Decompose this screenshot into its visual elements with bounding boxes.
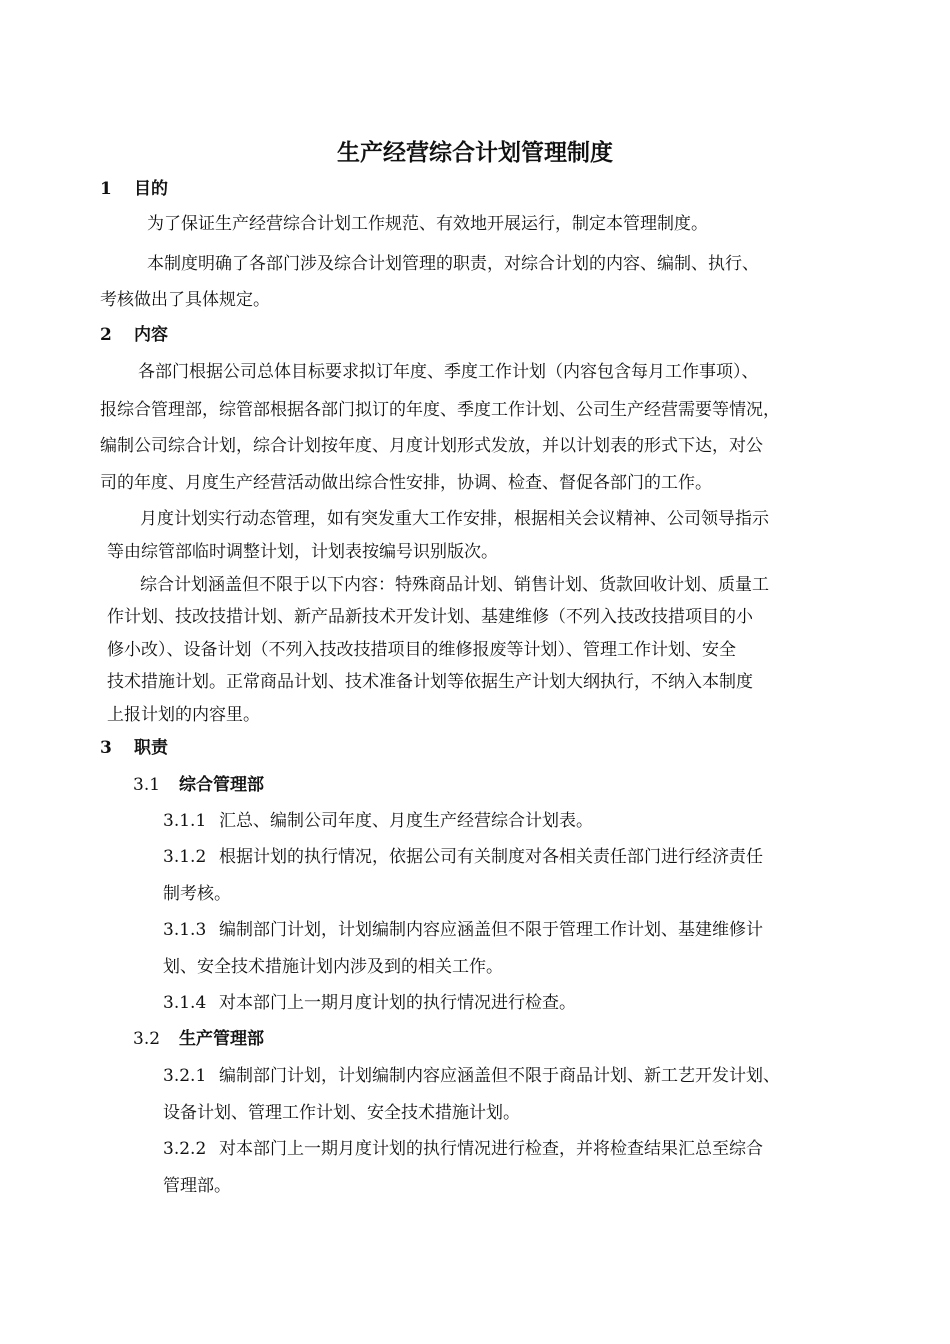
paragraph-line: 为了保证生产经营综合计划工作规范、有效地开展运行，制定本管理制度。 xyxy=(147,214,708,234)
item-text: 编制部门计划，计划编制内容应涵盖但不限于管理工作计划、基建维修计 xyxy=(219,920,763,940)
paragraph-line: 等由综管部临时调整计划，计划表按编号识别版次。 xyxy=(107,542,498,562)
subsection-title: 综合管理部 xyxy=(179,775,264,795)
item-text: 对本部门上一期月度计划的执行情况进行检查，并将检查结果汇总至综合 xyxy=(219,1139,763,1159)
paragraph-line: 上报计划的内容里。 xyxy=(107,705,260,725)
item-continuation: 管理部。 xyxy=(163,1176,231,1196)
item-continuation: 设备计划、管理工作计划、安全技术措施计划。 xyxy=(163,1103,520,1123)
item-3-1-3 xyxy=(163,918,763,942)
section-title: 目的 xyxy=(134,179,168,199)
section-title: 职责 xyxy=(134,738,168,758)
item-continuation: 制考核。 xyxy=(163,884,231,904)
item-continuation: 划、安全技术措施计划内涉及到的相关工作。 xyxy=(163,957,503,977)
item-text: 编制部门计划，计划编制内容应涵盖但不限于商品计划、新工艺开发计划、 xyxy=(219,1066,780,1086)
item-3-2-1 xyxy=(163,1064,780,1088)
item-number: 3.1.2 xyxy=(163,847,207,867)
subsection-title: 生产管理部 xyxy=(179,1029,264,1049)
subsection-number: 3.1 xyxy=(133,775,161,795)
paragraph-line: 编制公司综合计划，综合计划按年度、月度计划形式发放，并以计划表的形式下达，对公 xyxy=(100,436,763,456)
item-text: 根据计划的执行情况，依据公司有关制度对各相关责任部门进行经济责任 xyxy=(219,847,763,867)
subsection-3-1-heading xyxy=(133,773,264,797)
paragraph-line: 作计划、技改技措计划、新产品新技术开发计划、基建维修（不列入技改技措项目的小 xyxy=(107,607,753,627)
paragraph-line: 报综合管理部，综管部根据各部门拟订的年度、季度工作计划、公司生产经营需要等情况， xyxy=(100,400,780,420)
section-number: 1 xyxy=(100,179,112,199)
item-3-1-1 xyxy=(163,809,593,833)
section-2-heading xyxy=(100,323,168,347)
section-number: 2 xyxy=(100,325,112,345)
section-number: 3 xyxy=(100,738,112,758)
item-number: 3.2.1 xyxy=(163,1066,207,1086)
item-number: 3.1.3 xyxy=(163,920,207,940)
paragraph-line: 司的年度、月度生产经营活动做出综合性安排，协调、检查、督促各部门的工作。 xyxy=(100,473,712,493)
item-text: 汇总、编制公司年度、月度生产经营综合计划表。 xyxy=(219,811,593,831)
paragraph-line: 综合计划涵盖但不限于以下内容：特殊商品计划、销售计划、货款回收计划、质量工 xyxy=(140,575,769,595)
paragraph-line: 本制度明确了各部门涉及综合计划管理的职责，对综合计划的内容、编制、执行、 xyxy=(147,254,759,274)
item-text: 对本部门上一期月度计划的执行情况进行检查。 xyxy=(219,993,576,1013)
paragraph-line: 考核做出了具体规定。 xyxy=(100,290,270,310)
section-title: 内容 xyxy=(134,325,168,345)
item-3-2-2 xyxy=(163,1137,763,1161)
section-1-heading xyxy=(100,177,168,201)
item-3-1-2 xyxy=(163,845,763,869)
paragraph-line: 技术措施计划。正常商品计划、技术准备计划等依据生产计划大纲执行，不纳入本制度 xyxy=(107,672,753,692)
subsection-number: 3.2 xyxy=(133,1029,161,1049)
paragraph-line: 月度计划实行动态管理，如有突发重大工作安排，根据相关会议精神、公司领导指示 xyxy=(140,509,769,529)
item-number: 3.1.1 xyxy=(163,811,207,831)
paragraph-line: 修小改）、设备计划（不列入技改技措项目的维修报废等计划）、管理工作计划、安全 xyxy=(107,640,736,660)
paragraph-line: 各部门根据公司总体目标要求拟订年度、季度工作计划（内容包含每月工作事项）、 xyxy=(138,362,759,382)
section-3-heading xyxy=(100,736,168,760)
item-3-1-4 xyxy=(163,991,576,1015)
subsection-3-2-heading xyxy=(133,1027,264,1051)
item-number: 3.1.4 xyxy=(163,993,207,1013)
item-number: 3.2.2 xyxy=(163,1139,207,1159)
page-title: 生产经营综合计划管理制度 xyxy=(337,139,613,166)
